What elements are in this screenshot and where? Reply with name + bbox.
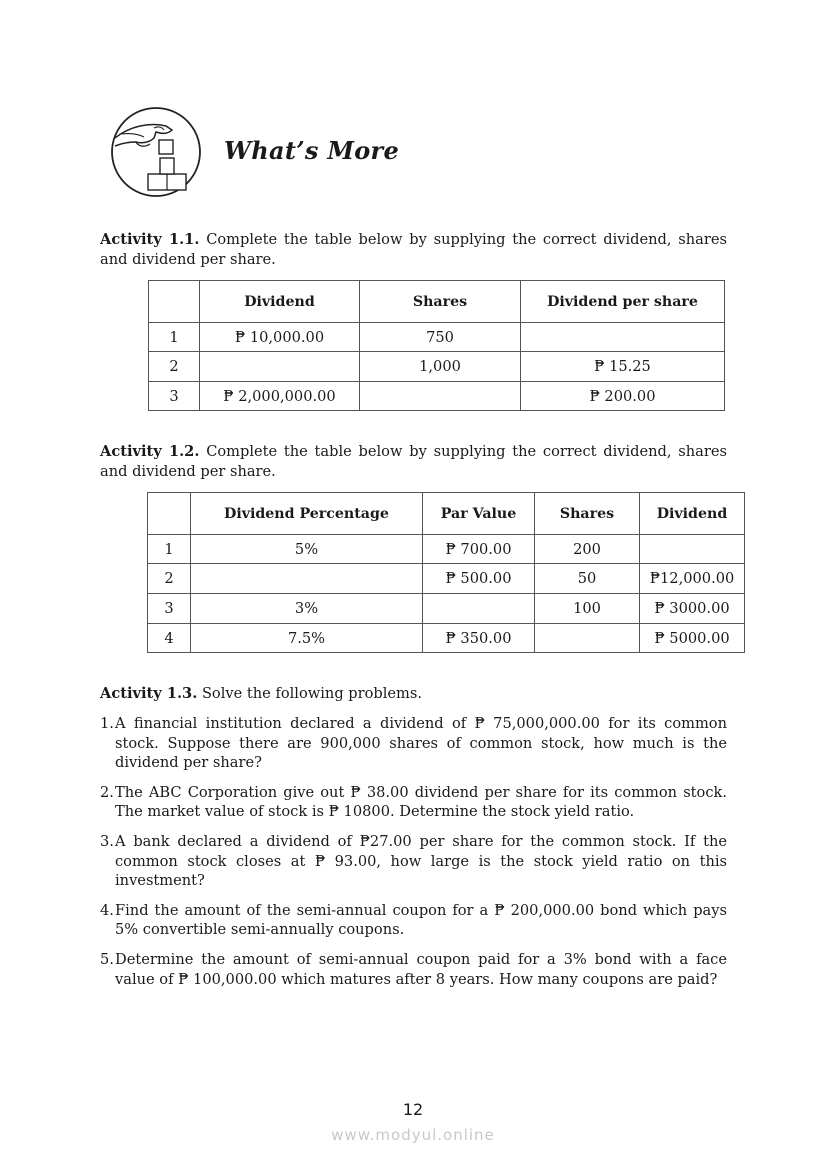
table-row <box>148 594 745 624</box>
table-cell <box>640 535 745 564</box>
table-cell <box>191 564 423 594</box>
list-item <box>100 832 727 891</box>
table-cell: ₱ 2,000,000.00 <box>200 382 360 411</box>
table-cell: ₱ 10,000.00 <box>200 323 360 352</box>
problem-number: 5. <box>100 950 114 968</box>
table-cell: ₱12,000.00 <box>640 564 745 594</box>
table-row <box>148 624 745 653</box>
activity-1-1-table <box>148 280 725 411</box>
table-cell: 1 <box>148 535 191 564</box>
problem-number: 2. <box>100 783 114 801</box>
activity-1-2-table <box>147 492 745 653</box>
section-header <box>110 106 510 198</box>
section-title: What’s More <box>224 136 400 165</box>
problem-number: 1. <box>100 715 114 732</box>
activity-1-2-instruction <box>100 442 727 481</box>
table-cell <box>360 382 521 411</box>
list-item <box>100 901 727 940</box>
table-cell <box>200 352 360 382</box>
table-cell: ₱ 3000.00 <box>640 594 745 624</box>
table-cell: 2 <box>149 352 200 382</box>
table-cell <box>535 624 640 653</box>
table-cell: 1 <box>149 323 200 352</box>
table-row <box>149 382 725 411</box>
table-cell: ₱ 350.00 <box>423 624 535 653</box>
table-cell: 750 <box>360 323 521 352</box>
problem-list <box>100 714 727 999</box>
activity-1-1-instruction <box>100 230 727 269</box>
table-header-cell: Shares <box>360 281 521 323</box>
table-row <box>149 323 725 352</box>
table-header-row <box>148 493 745 535</box>
table-cell: 3 <box>149 382 200 411</box>
table-header-cell: Dividend Percentage <box>191 493 423 535</box>
table-cell: ₱ 200.00 <box>521 382 725 411</box>
table-cell: 2 <box>148 564 191 594</box>
table-cell: ₱ 500.00 <box>423 564 535 594</box>
table-cell: 4 <box>148 624 191 653</box>
table-header-cell <box>148 493 191 535</box>
problem-text: The ABC Corporation give out ₱ 38.00 dividend per share for its common stock. The market value of stock is ₱ 10800. Determine the stock yield ratio. <box>115 783 727 821</box>
table-cell <box>423 594 535 624</box>
page-number: 12 <box>402 1100 424 1119</box>
activity-label: Activity 1.1. <box>100 231 200 248</box>
problem-text: Find the amount of the semi-annual coupon for a ₱ 200,000.00 bond which pays 5% convertible semi-annually coupons. <box>115 901 727 939</box>
problem-text: A bank declared a dividend of ₱27.00 per share for the common stock. If the common stock closes at ₱ 93.00, how large is the stock yield ratio on this investment? <box>115 832 727 890</box>
table-row <box>148 564 745 594</box>
table-cell: ₱ 15.25 <box>521 352 725 382</box>
table-header-row <box>149 281 725 323</box>
list-item <box>100 714 727 773</box>
table-cell: 1,000 <box>360 352 521 382</box>
activity-label: Activity 1.2. <box>100 443 200 460</box>
table-row <box>149 352 725 382</box>
list-item <box>100 783 727 822</box>
table-cell: 50 <box>535 564 640 594</box>
table-header-cell: Dividend <box>640 493 745 535</box>
table-header-cell: Dividend <box>200 281 360 323</box>
table-row <box>148 535 745 564</box>
problem-text: Determine the amount of semi-annual coupon paid for a 3% bond with a face value of ₱ 100,000.00 which matures after 8 years. How many coupons are paid? <box>115 950 727 988</box>
table-header-cell: Shares <box>535 493 640 535</box>
activity-instruction: Complete the table below by supplying the correct dividend, shares and dividend per share. <box>100 231 727 268</box>
problem-number: 4. <box>100 901 114 919</box>
activity-instruction: Solve the following problems. <box>201 685 423 702</box>
watermark: www.modyul.online <box>331 1126 495 1144</box>
table-header-cell <box>149 281 200 323</box>
list-item <box>100 950 727 989</box>
table-cell: ₱ 5000.00 <box>640 624 745 653</box>
problem-number: 3. <box>100 832 114 850</box>
table-cell: 3% <box>191 594 423 624</box>
table-cell: 7.5% <box>191 624 423 653</box>
table-cell: ₱ 700.00 <box>423 535 535 564</box>
table-cell <box>521 323 725 352</box>
table-cell: 5% <box>191 535 423 564</box>
table-cell: 200 <box>535 535 640 564</box>
activity-label: Activity 1.3. <box>100 685 198 702</box>
table-cell: 3 <box>148 594 191 624</box>
hand-stacking-blocks-icon <box>110 106 202 198</box>
activity-instruction: Complete the table below by supplying the correct dividend, shares and dividend per share. <box>100 443 727 480</box>
table-header-cell: Dividend per share <box>521 281 725 323</box>
table-cell: 100 <box>535 594 640 624</box>
problem-text: A financial institution declared a dividend of ₱ 75,000,000.00 for its common stock. Suppose there are 900,000 shares of common stock, how much is the dividend per share? <box>115 715 727 772</box>
activity-1-3-instruction <box>100 684 727 704</box>
table-header-cell: Par Value <box>423 493 535 535</box>
